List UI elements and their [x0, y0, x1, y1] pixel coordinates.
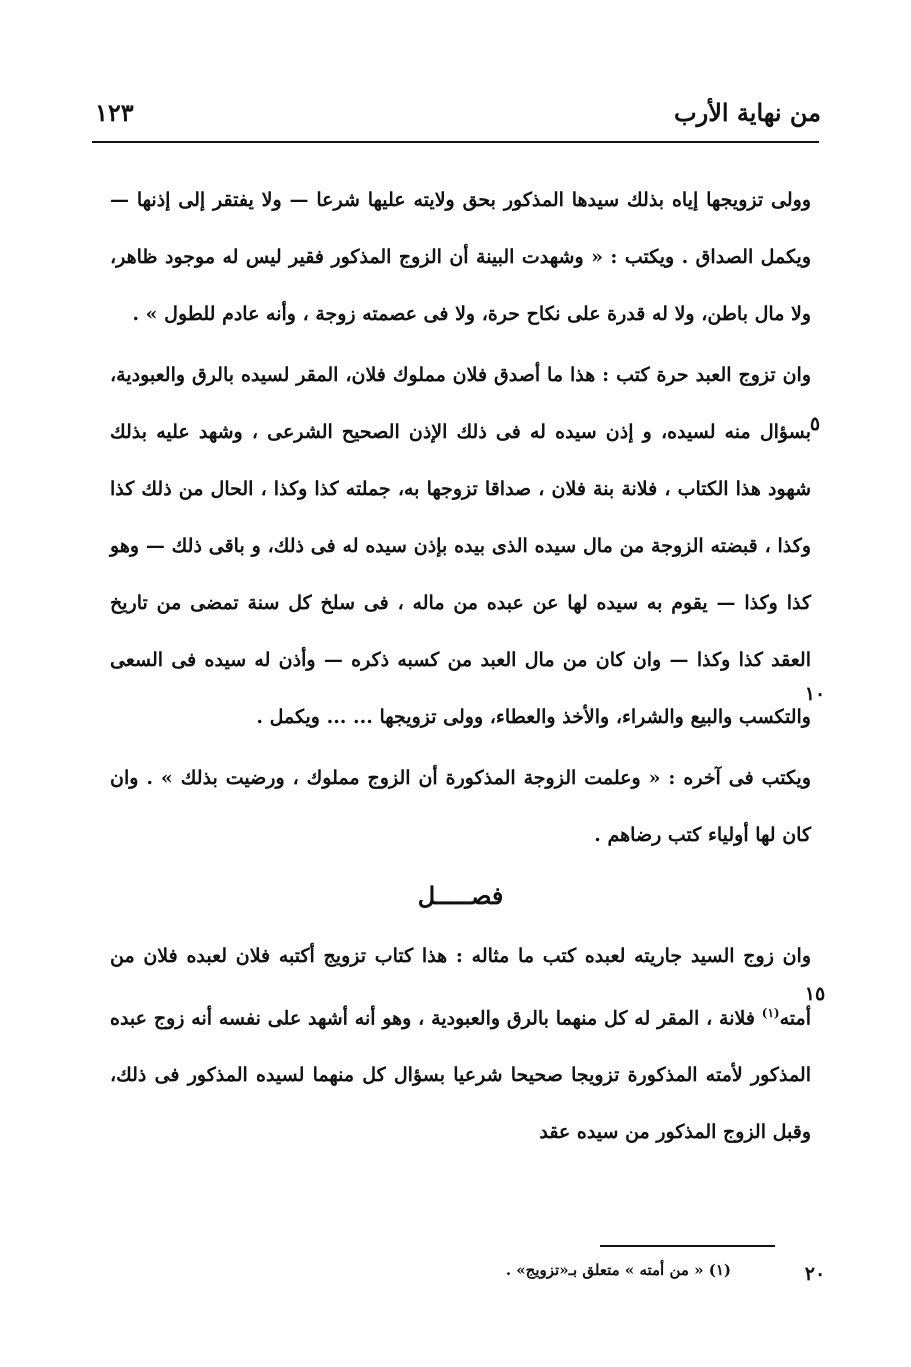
page-number: ١٢٣: [95, 97, 134, 127]
main-text: [110, 172, 811, 1161]
running-title: من نهاية الأرب: [674, 97, 821, 127]
line-number-10: ١٠: [804, 683, 826, 705]
section-paragraph: [110, 928, 811, 1161]
line-number-5: ٥: [809, 413, 821, 435]
paragraph: ويكتب فى آخره : « وعلمت الزوجة المذكورة أن الزوج مملوك ، ورضيت بذلك » . وان كان لها أولياء كتب رضاهم .: [110, 767, 811, 846]
footnote-marker: (١): [761, 1006, 780, 1020]
section-paragraph-start: وان زوج السيد جاريته لعبده كتب ما مثاله : هذا كتاب تزويج أكتبه فلان لعبده فلان من أمته: [110, 945, 811, 1030]
line-number-15: ١٥: [804, 983, 826, 1005]
section-heading: فصـــــل: [417, 881, 504, 910]
footnote-rule: [600, 1245, 775, 1247]
line-number-20: ٢٠: [804, 1263, 826, 1285]
footnote: (١) « من أمته » متعلق بـ«تزويج» .: [505, 1261, 731, 1279]
section-paragraph-end: فلانة ، المقر له كل منهما بالرق والعبودية ، وهو أنه أشهد على نفسه أنه زوج عبده المذكور لأمته المذكورة تزويجا صحيحا شرعيا بسؤال كل منهما لسيده المذكور فى ذلك، وقبل الزوج المذكور من سيده عقد: [110, 1007, 811, 1144]
page-header: [95, 92, 821, 132]
header-rule: [92, 141, 819, 143]
paragraph: وان تزوج العبد حرة كتب : هذا ما أصدق فلان مملوك فلان، المقر لسيده بالرق والعبودية، بسؤال منه لسيده، و إذن سيده له فى ذلك الإذن الصحيح الشرعى ، وشهد عليه بذلك شهود هذا الكتاب ، فلانة بنة فلان ، صداقا تزوجها به، جملته كذا وكذا ، الحال من ذلك كذا وكذا ، قبضته الزوجة من مال سيده الذى بيده بإذن سيده له فى ذلك، و باقى ذلك — وهو كذا وكذا — يقوم به سيده لها عن عبده من ماله ، فى سلخ كل سنة تمضى من تاريخ العقد كذا وكذا — وان كان من مال العبد من كسبه ذكره — وأذن له سيده فى السعى والتكسب والبيع والشراء، والأخذ والعطاء، وولى تزويجها ... ... ويكمل .: [110, 364, 811, 728]
paragraph: وولى تزويجها إياه بذلك سيدها المذكور بحق ولايته عليها شرعا — ولا يفتقر إلى إذنها — ويكمل الصداق . ويكتب : « وشهدت البينة أن الزوج المذكور فقير ليس له موجود ظاهر، ولا مال باطن، ولا له قدرة على نكاح حرة، ولا فى عصمته زوجة ، وأنه عادم للطول » .: [110, 189, 811, 325]
